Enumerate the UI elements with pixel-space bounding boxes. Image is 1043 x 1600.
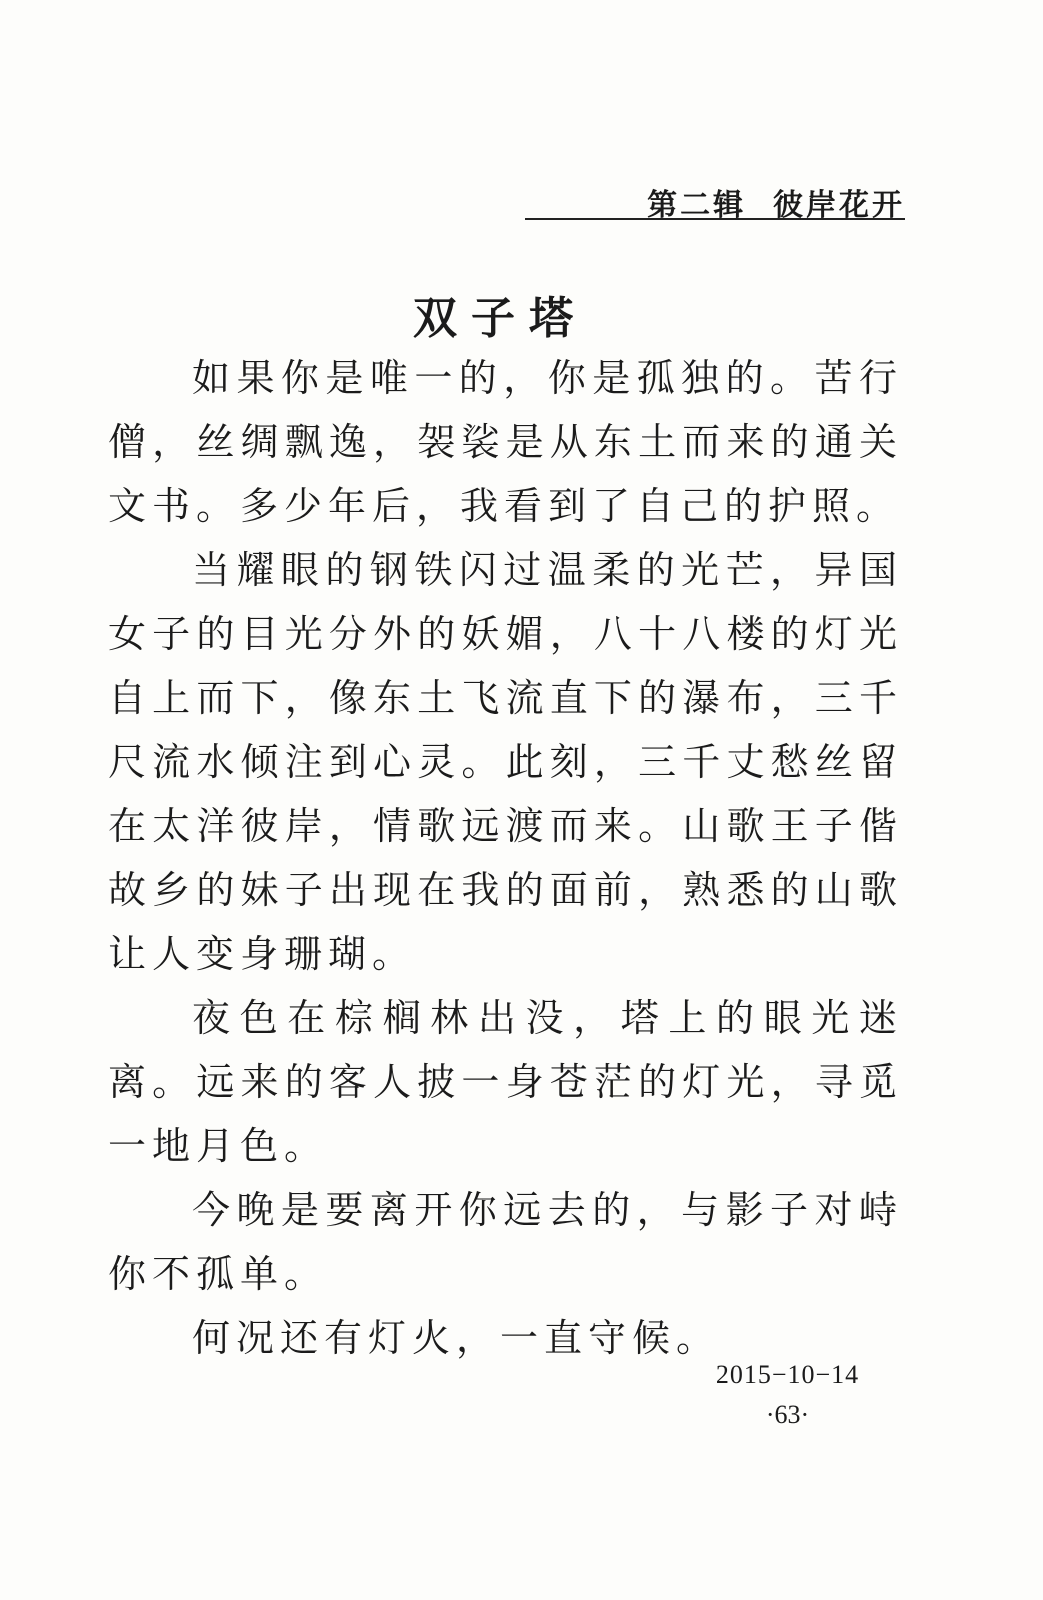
paragraph: 当耀眼的钢铁闪过温柔的光芒，异国女子的目光分外的妖媚，八十八楼的灯光自上而下，像东土飞流直下的瀑布，三千尺流水倾注到心灵。此刻，三千丈愁丝留在太洋彼岸，情歌远渡而来。山歌王子偕故乡的妹子出现在我的面前，熟悉的山歌让人变身珊瑚。 [108,548,903,976]
page-number: ·63· [765,1400,810,1429]
paragraph: 何况还有灯火，一直守候。 [192,1316,721,1360]
article-title: 双子塔 [413,293,587,344]
paragraph: 如果你是唯一的，你是孤独的。苦行僧，丝绸飘逸，袈裟是从东土而来的通关文书。多少年后，我看到了自己的护照。 [108,356,903,528]
paragraph: 夜色在棕榈林出没，塔上的眼光迷离。远来的客人披一身苍茫的灯光，寻觅一地月色。 [108,996,903,1168]
article-body [108,346,903,1370]
article-date: 2015−10−14 [715,1360,860,1389]
paragraph: 今晚是要离开你远去的，与影子对峙你不孤单。 [108,1188,903,1296]
section-title: 第二辑 彼岸花开 [647,188,905,223]
running-header [525,176,905,223]
